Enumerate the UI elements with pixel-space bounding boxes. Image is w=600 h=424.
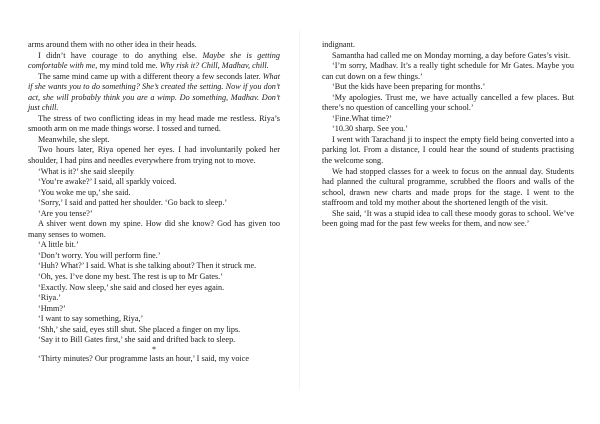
dialogue-line: ‘Thirty minutes? Our programme lasts an hour,’ I said, my voice <box>38 353 249 363</box>
dialogue-line: ‘Don’t worry. You will perform fine.’ <box>38 250 161 260</box>
dialogue-line: ‘Oh, yes. I’ve done my best. The rest is up to Mr Gates.’ <box>38 272 223 282</box>
paragraph: A shiver went down my spine. How did she know? God has given too many senses to women. <box>28 219 280 239</box>
paragraph: She said, ‘It was a stupid idea to call these moody goras to school. We’ve been going mad for the past few weeks for them, and now see.’ <box>322 208 574 229</box>
dialogue-line: ‘I want to say something, Riya,’ <box>38 314 144 324</box>
paragraph: Two hours later, Riya opened her eyes. I had involuntarily poked her shoulder, I had pins and needles everywhere from trying not to move. <box>28 145 280 166</box>
paragraph: Meanwhile, she slept. <box>38 134 110 144</box>
paragraph: The same mind came up with a different theory a few seconds later. What if she wants you to do something? She’s created the setting. Now if you don’t act, she will probably think you are a wimp. Do something, Madhav. Don’t just chill. <box>28 71 280 113</box>
dialogue-line: ‘Are you tense?’ <box>38 208 93 218</box>
dialogue-line: ‘Fine.What time?’ <box>332 113 393 123</box>
paragraph: arms around them with no other idea in their heads. <box>28 40 197 49</box>
paragraph: indignant. <box>322 40 355 49</box>
paragraph: We had stopped classes for a week to focus on the annual day. Students had planned the cultural programme, scrubbed the floors and walls of the school, drawn new charts and made props for the stage. I went to the staffroom and told my mother about the shortened length of the visit. <box>322 166 574 208</box>
page-gutter <box>299 30 300 390</box>
dialogue-line: ‘You’re awake?’ I said, all sparkly voiced. <box>38 177 177 187</box>
paragraph: Samantha had called me on Monday morning, a day before Gates’s visit. <box>332 50 571 60</box>
dialogue-line: ‘Huh? What?’ I said. What is she talking about? Then it struck me. <box>38 261 257 271</box>
dialogue-line: ‘But the kids have been preparing for months.’ <box>332 82 486 92</box>
dialogue-line: ‘Hmm?’ <box>38 303 66 313</box>
paragraph: I didn’t have courage to do anything else. Maybe she is getting comfortable with me, my mind told me. Why risk it? Chill, Madhav, chill. <box>28 50 280 71</box>
paragraph: I went with Tarachand ji to inspect the empty field being converted into a parking lot. From a distance, I could hear the sound of students practising the welcome song. <box>322 134 574 166</box>
dialogue-line: ‘Riya.’ <box>38 293 61 303</box>
left-page <box>28 40 280 364</box>
dialogue-line: ‘A little bit.’ <box>38 240 79 250</box>
dialogue-line: ‘10.30 sharp. See you.’ <box>332 124 408 134</box>
section-separator: * <box>151 344 157 354</box>
dialogue-line: ‘Exactly. Now sleep,’ she said and closed her eyes again. <box>38 282 225 292</box>
dialogue-line: ‘Say it to Bill Gates first,’ she said and drifted back to sleep. <box>38 335 236 345</box>
dialogue-line: ‘What is it?’ she said sleepily <box>38 166 135 176</box>
paragraph: The stress of two conflicting ideas in my head made me restless. Riya’s smooth arm on me made things worse. I tossed and turned. <box>28 113 280 134</box>
dialogue-line: ‘Sorry,’ I said and patted her shoulder. ‘Go back to sleep.’ <box>38 198 228 208</box>
dialogue-line: ‘I’m sorry, Madhav. It’s a really tight schedule for Mr Gates. Maybe you can cut down on a few things.’ <box>322 61 574 81</box>
dialogue-line: ‘My apologies. Trust me, we have actually cancelled a few places. But there’s no question of cancelling your school.’ <box>322 92 574 113</box>
right-page <box>322 40 574 230</box>
dialogue-line: ‘You woke me up,’ she said. <box>38 187 131 197</box>
dialogue-line: ‘Shh,’ she said, eyes still shut. She placed a finger on my lips. <box>38 324 241 334</box>
